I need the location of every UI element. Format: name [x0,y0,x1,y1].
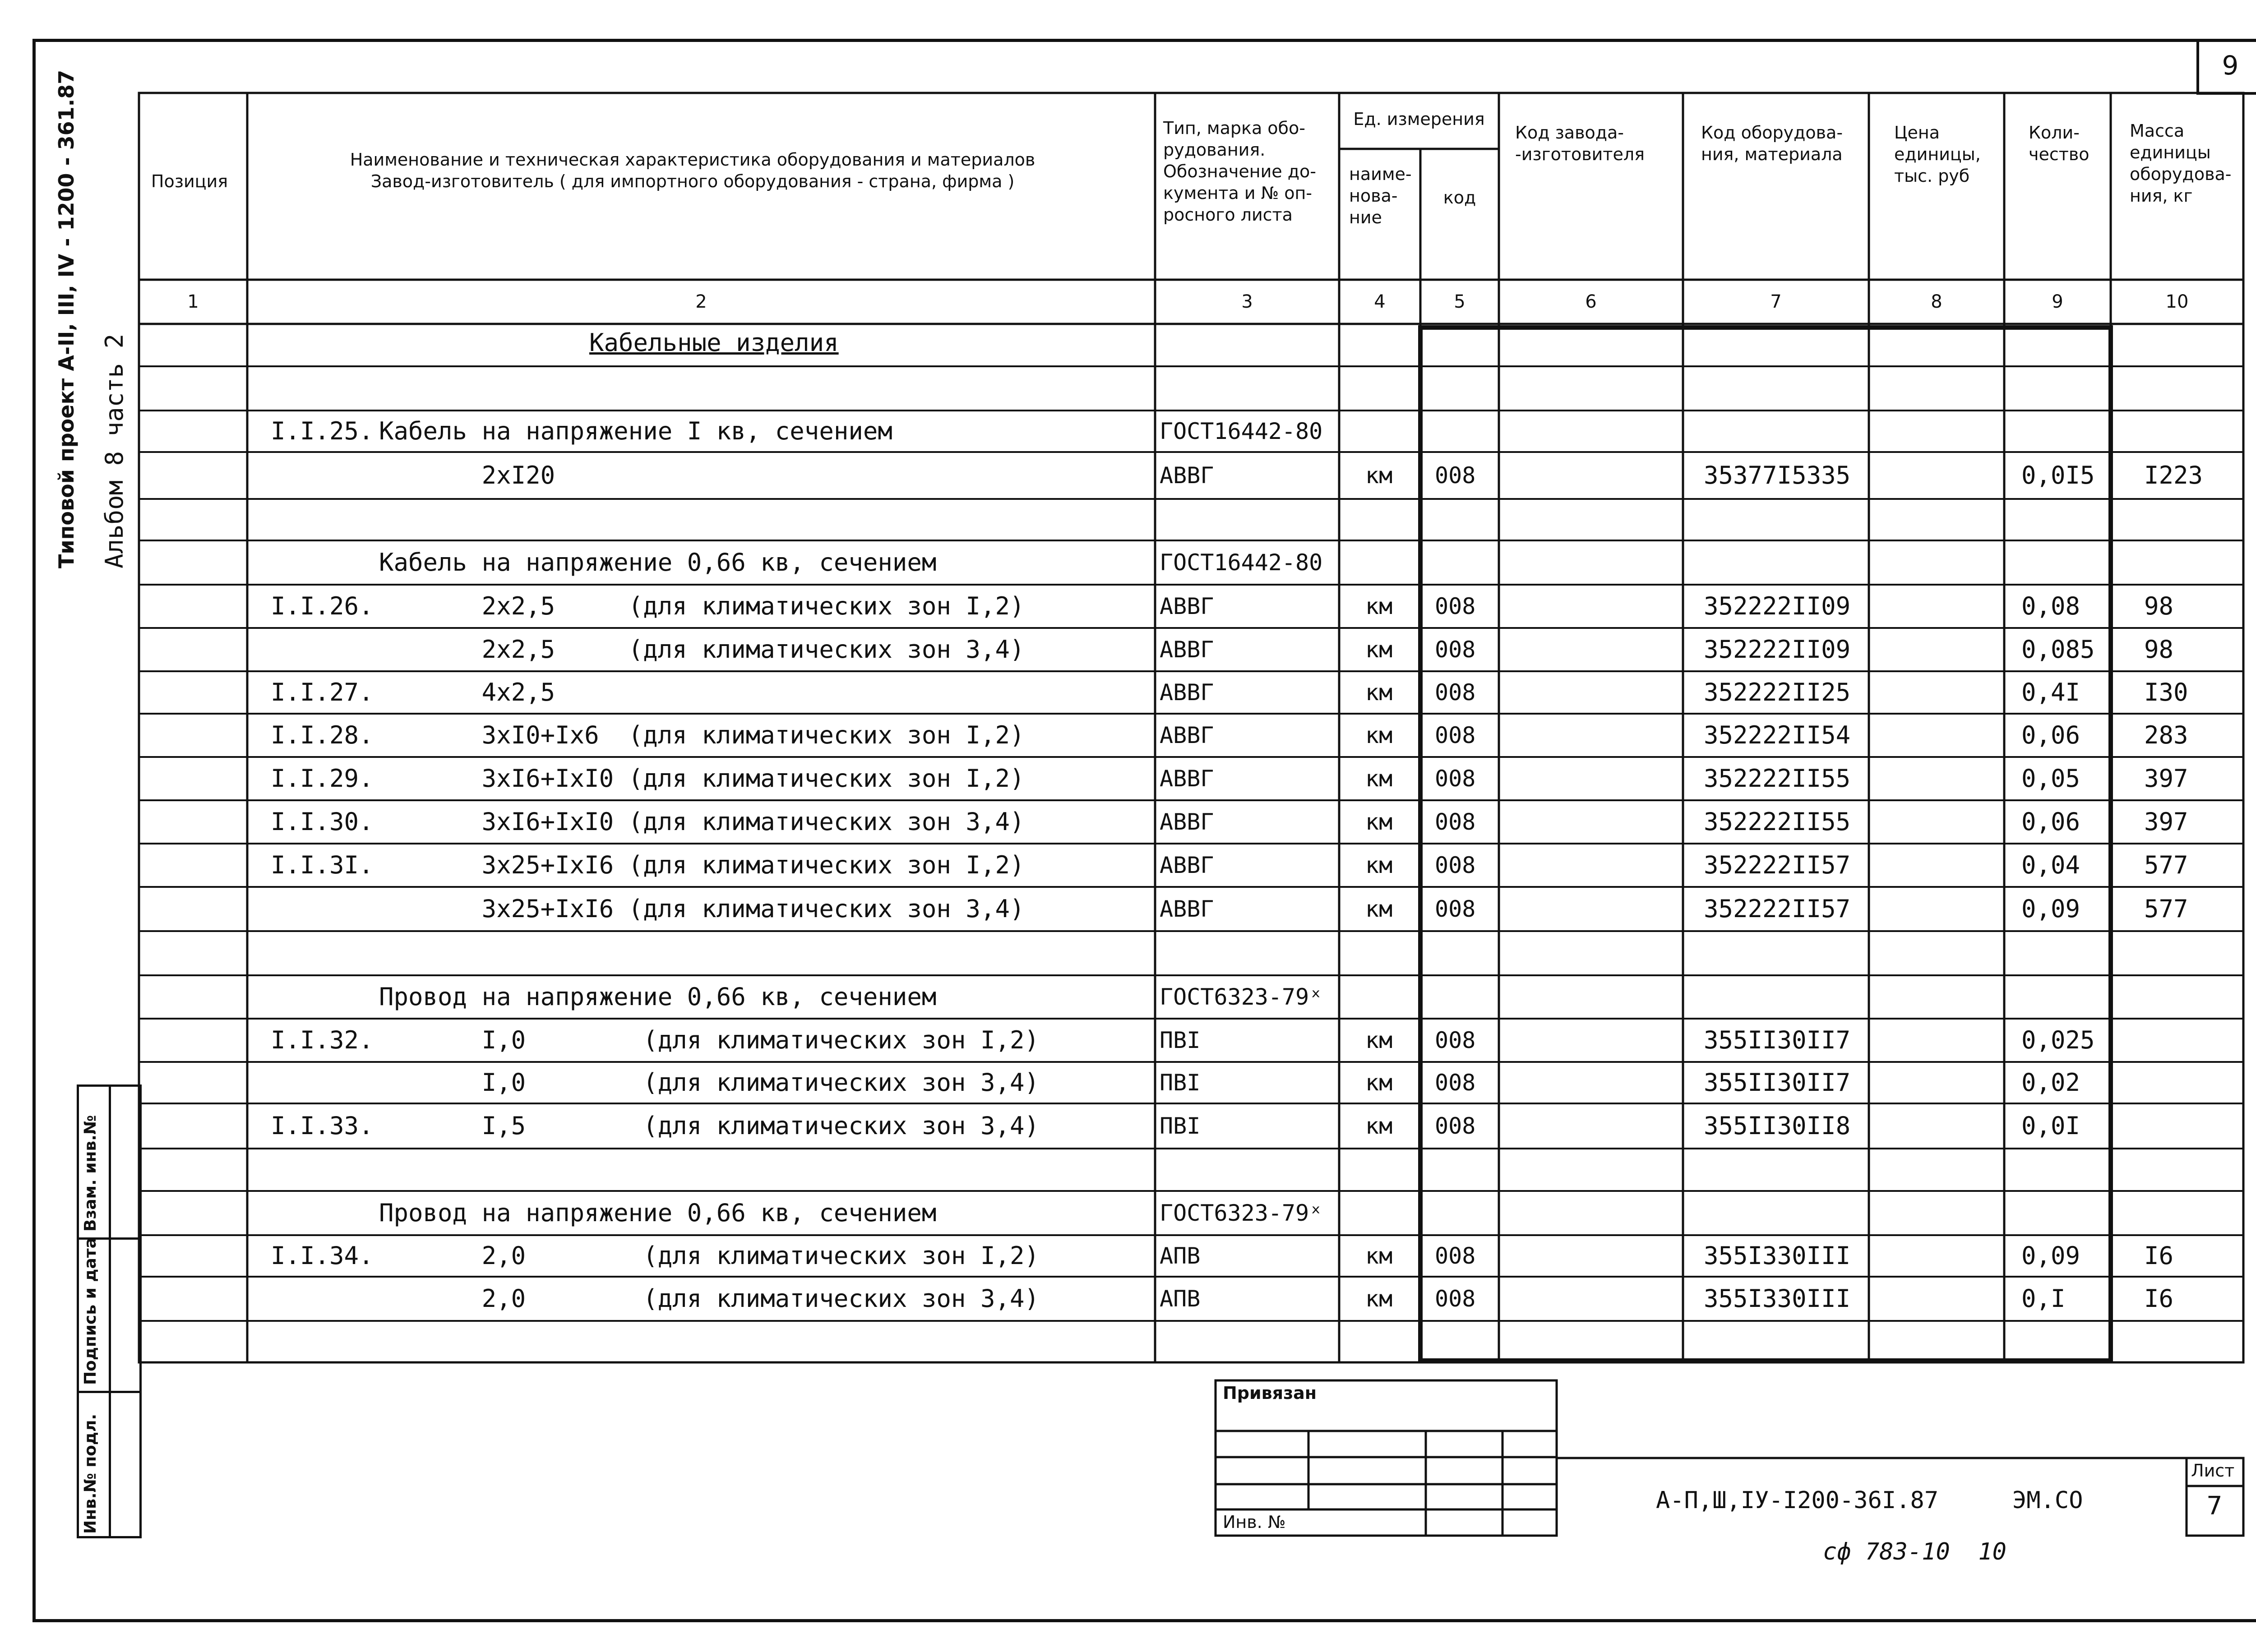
row-qty: 0,4I [2021,678,2080,706]
header-mass-line: оборудова- [2130,164,2232,184]
column-number: 7 [1770,291,1782,312]
row-unit: км [1365,766,1393,792]
stamp-inv-orig: Инв.№ подл. [81,1413,100,1534]
row-equip-code: 35377I5335 [1704,461,1851,489]
page-number: 9 [2196,39,2256,95]
row-mass: 98 [2144,592,2174,620]
column-number: 8 [1931,291,1942,312]
row-unit: км [1365,852,1393,878]
row-unit-code: 008 [1435,1027,1476,1053]
section-title: Кабельные изделия [589,328,839,357]
row-name: Кабель на напряжение 0,66 кв, сечением [379,548,937,577]
row-unit: км [1365,809,1393,835]
header-type-line: рудования. [1163,140,1266,160]
row-position: I.I.34. [271,1241,374,1270]
header-factory-line: -изготовителя [1515,144,1645,164]
row-mass: 98 [2144,635,2174,664]
row-equip-code: 355I330III [1704,1284,1851,1313]
row-name: 3xI6+IxI0 (для климатических зон 3,4) [379,808,1025,836]
header-name-line2: Завод-изготовитель ( для импортного оборудования - страна, фирма ) [370,171,1015,191]
row-mass: I223 [2144,461,2203,489]
row-qty: 0,085 [2021,635,2095,664]
row-type: АПВ [1160,1243,1201,1269]
row-type: ГОСТ6323-79ˣ [1160,984,1323,1010]
header-position: Позиция [151,171,228,191]
row-name: Провод на напряжение 0,66 кв, сечением [379,1199,937,1227]
header-mass-line: ния, кг [2130,186,2193,206]
row-position: I.I.32. [271,1026,374,1054]
row-unit-code: 008 [1435,462,1476,489]
column-number: 10 [2165,291,2189,312]
row-type: ГОСТ16442-80 [1160,549,1323,576]
header-price-line: Цена [1894,123,1940,143]
row-unit-code: 008 [1435,722,1476,748]
row-unit-code: 008 [1435,809,1476,835]
row-type: АВВГ [1160,722,1214,748]
side-album-title: Альбом 8 часть 2 [100,333,129,568]
column-number: 2 [695,291,707,312]
column-number: 9 [2052,291,2063,312]
row-unit: км [1365,1243,1393,1269]
row-name: I,0 (для климатических зон I,2) [379,1026,1039,1054]
header-mass-line: единицы [2130,143,2211,162]
title-doc-code: ЭМ.СО [2012,1487,2083,1514]
row-type: АВВГ [1160,766,1214,792]
row-type: АВВГ [1160,852,1214,878]
row-qty: 0,05 [2021,764,2080,793]
header-qty-line: Коли- [2029,123,2080,143]
row-equip-code: 355II30II7 [1704,1068,1851,1097]
row-name: 2x2,5 (для климатических зон I,2) [379,592,1025,620]
header-unit: Ед. измерения [1353,109,1485,129]
row-mass: 397 [2144,808,2188,836]
row-name: 3xI6+IxI0 (для климатических зон I,2) [379,764,1025,793]
header-unit-name-line: нова- [1349,186,1398,206]
row-position: I.I.3I. [271,851,374,879]
row-qty: 0,06 [2021,721,2080,749]
header-qty-line: чество [2029,144,2090,164]
header-price-line: единицы, [1894,144,1981,164]
row-qty: 0,06 [2021,808,2080,836]
header-type-line: Тип, марка обо- [1163,118,1305,138]
row-position: I.I.25. [271,417,374,445]
header-price-line: тыс. руб [1894,166,1970,186]
row-name: 2xI20 [379,461,555,489]
row-unit: км [1365,896,1393,922]
header-equip-line: Код оборудова- [1701,123,1843,143]
row-unit-code: 008 [1435,766,1476,792]
row-equip-code: 355I330III [1704,1241,1851,1270]
header-unit-name-line: наиме- [1349,164,1412,184]
row-unit-code: 008 [1435,852,1476,878]
row-type: ГОСТ16442-80 [1160,418,1323,444]
row-qty: 0,02 [2021,1068,2080,1097]
row-type: АВВГ [1160,896,1214,922]
row-name: Провод на напряжение 0,66 кв, сечением [379,983,937,1011]
header-equip-line: ния, материала [1701,144,1843,164]
row-equip-code: 352222II25 [1704,678,1851,706]
row-unit-code: 008 [1435,1070,1476,1096]
row-position: I.I.27. [271,678,374,706]
row-qty: 0,025 [2021,1026,2095,1054]
row-type: ГОСТ6323-79ˣ [1160,1200,1323,1226]
row-type: АВВГ [1160,593,1214,619]
stamp-inv-replace: Взам. инв.№ [81,1115,100,1232]
header-type-line: кумента и № оп- [1163,183,1313,203]
row-equip-code: 352222II57 [1704,851,1851,879]
row-name: 3x25+IxI6 (для климатических зон 3,4) [379,895,1025,923]
row-unit-code: 008 [1435,1113,1476,1139]
column-number: 4 [1374,291,1386,312]
column-number: 6 [1585,291,1597,312]
title-inv-label: Инв. № [1223,1512,1286,1532]
row-equip-code: 352222II55 [1704,764,1851,793]
row-unit-code: 008 [1435,1286,1476,1312]
row-name: Кабель на напряжение I кв, сечением [379,417,892,445]
row-type: АВВГ [1160,809,1214,835]
row-type: АВВГ [1160,679,1214,706]
row-mass: 397 [2144,764,2188,793]
row-type: ПВI [1160,1027,1201,1053]
header-type-line: Обозначение до- [1163,162,1316,181]
row-unit-code: 008 [1435,637,1476,663]
row-unit: км [1365,593,1393,619]
row-type: АВВГ [1160,462,1214,489]
title-designation: А-П,Ш,IУ-I200-36I.87 [1656,1487,1939,1514]
row-equip-code: 352222II57 [1704,895,1851,923]
row-unit: км [1365,1027,1393,1053]
header-mass-line: Масса [2130,121,2185,141]
row-position: I.I.28. [271,721,374,749]
row-unit: км [1365,1286,1393,1312]
row-equip-code: 355II30II7 [1704,1026,1851,1054]
row-name: I,5 (для климатических зон 3,4) [379,1112,1039,1140]
title-bound-label: Привязан [1223,1383,1317,1403]
row-position: I.I.33. [271,1112,374,1140]
row-qty: 0,09 [2021,1241,2080,1270]
title-sheet-label: Лист [2191,1461,2235,1481]
row-unit-code: 008 [1435,896,1476,922]
column-number: 5 [1454,291,1465,312]
row-qty: 0,09 [2021,895,2080,923]
header-factory-line: Код завода- [1515,123,1624,143]
row-qty: 0,04 [2021,851,2080,879]
header-name-line1: Наименование и техническая характеристика оборудования и материалов [350,150,1036,170]
row-mass: 577 [2144,895,2188,923]
row-mass: 577 [2144,851,2188,879]
row-unit: км [1365,637,1393,663]
row-unit: км [1365,462,1393,489]
row-qty: 0,0I [2021,1112,2080,1140]
row-unit-code: 008 [1435,593,1476,619]
row-name: I,0 (для климатических зон 3,4) [379,1068,1039,1097]
header-unit-code: код [1443,188,1476,208]
row-mass: I30 [2144,678,2188,706]
row-name: 2x2,5 (для климатических зон 3,4) [379,635,1025,664]
row-name: 2,0 (для климатических зон I,2) [379,1241,1039,1270]
column-number: 1 [187,291,199,312]
column-number: 3 [1241,291,1253,312]
row-unit-code: 008 [1435,679,1476,706]
row-unit: км [1365,1070,1393,1096]
row-type: ПВI [1160,1070,1201,1096]
title-sheet-number: 7 [2206,1491,2223,1521]
row-equip-code: 355II30II8 [1704,1112,1851,1140]
row-position: I.I.30. [271,808,374,836]
row-equip-code: 352222II09 [1704,592,1851,620]
row-position: I.I.29. [271,764,374,793]
row-equip-code: 352222II55 [1704,808,1851,836]
row-qty: 0,08 [2021,592,2080,620]
side-project-title: Типовой проект А-II, III, IV - 1200 - 361.87 [54,69,79,568]
header-type-line: росного листа [1163,205,1293,225]
row-equip-code: 352222II54 [1704,721,1851,749]
row-name: 3x25+IxI6 (для климатических зон I,2) [379,851,1025,879]
row-mass: I6 [2144,1241,2174,1270]
row-mass: 283 [2144,721,2188,749]
row-qty: 0,0I5 [2021,461,2095,489]
row-name: 4x2,5 [379,678,555,706]
header-unit-name-line: ние [1349,208,1382,227]
row-type: АВВГ [1160,637,1214,663]
row-unit: км [1365,1113,1393,1139]
row-name: 2,0 (для климатических зон 3,4) [379,1284,1039,1313]
row-type: АПВ [1160,1286,1201,1312]
row-type: ПВI [1160,1113,1201,1139]
row-qty: 0,I [2021,1284,2066,1313]
row-mass: I6 [2144,1284,2174,1313]
row-name: 3xI0+Ix6 (для климатических зон I,2) [379,721,1025,749]
row-unit: км [1365,722,1393,748]
stamp-sign-date: Подпись и дата [81,1237,100,1385]
row-unit: км [1365,679,1393,706]
row-equip-code: 352222II09 [1704,635,1851,664]
row-unit-code: 008 [1435,1243,1476,1269]
row-position: I.I.26. [271,592,374,620]
footer-note: сф 783-10 10 [1823,1538,2006,1565]
